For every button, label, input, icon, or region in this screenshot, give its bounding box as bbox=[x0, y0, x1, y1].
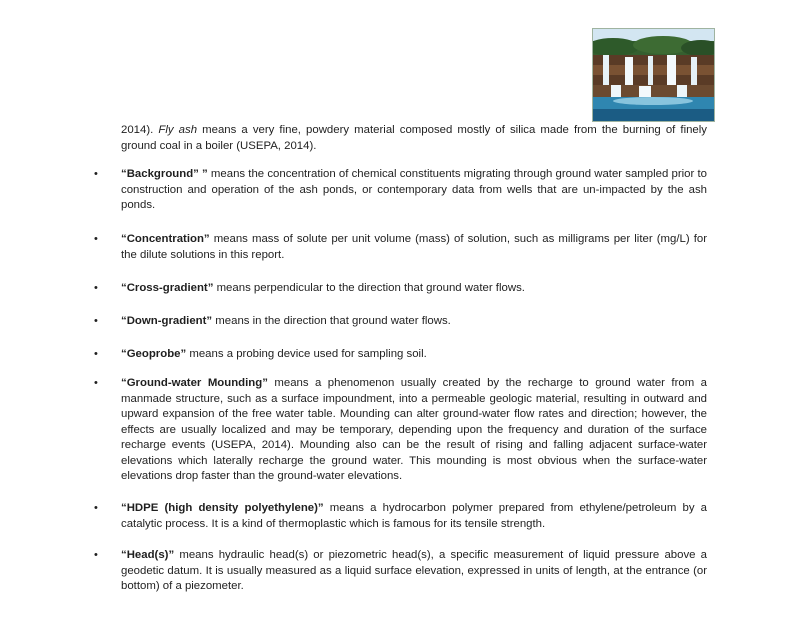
bullet-icon: • bbox=[94, 233, 98, 245]
bullet-icon: • bbox=[94, 168, 98, 180]
definition-term: “HDPE (high density polyethylene)” bbox=[121, 502, 324, 514]
definition-term: “Ground-water Mounding” bbox=[121, 377, 268, 389]
definition-term: “Down-gradient” bbox=[121, 315, 213, 327]
continued-lead: 2014). bbox=[121, 124, 154, 136]
continued-rest: means a very fine, powdery material composed mostly of silica made from the burning of finely ground coal in a boiler (USEPA, 2014). bbox=[121, 124, 707, 152]
definition-heads bbox=[94, 548, 707, 595]
definition-background bbox=[94, 167, 707, 214]
definition-text: means hydraulic head(s) or piezometric head(s), a specific measurement of liquid pressure above a geodetic datum. It is usually measured as a liquid surface elevation, expressed in units of length, at the entrance (or bottom) of a piezometer. bbox=[121, 549, 707, 592]
definition-text: means perpendicular to the direction that ground water flows. bbox=[213, 282, 525, 294]
definition-text: means the concentration of chemical constituents migrating through ground water sampled prior to construction and operation of the ash ponds, or contemporary data from wells that are un-impacted by the ash ponds. bbox=[121, 168, 707, 211]
waterfall-photo bbox=[592, 28, 715, 122]
definition-term: “Head(s)” bbox=[121, 549, 175, 561]
definition-text: means a phenomenon usually created by the recharge to ground water from a manmade structure, such as a surface impoundment, into a permeable geologic material, resulting in outward and upward expansion of the free water table. Mounding can alter ground-water flow rates and direction; however, the effects are usually localized and may be temporary, depending upon the frequency and duration of the surface recharge events (USEPA, 2014). Mounding also can be the result of rising and falling adjacent surface-water elevations which laterally recharge the ground water. This mounding is most obvious when the surface-water elevations drop faster than the ground-water elevations. bbox=[121, 377, 707, 482]
definition-term: “Background” ” bbox=[121, 168, 208, 180]
bullet-icon: • bbox=[94, 377, 98, 389]
bullet-icon: • bbox=[94, 348, 98, 360]
definition-text: means in the direction that ground water flows. bbox=[212, 315, 451, 327]
definition-hdpe bbox=[94, 501, 707, 532]
term-fly-ash: Fly ash bbox=[158, 124, 198, 136]
bullet-icon: • bbox=[94, 282, 98, 294]
definition-term: “Concentration” bbox=[121, 233, 210, 245]
bullet-icon: • bbox=[94, 315, 98, 327]
definition-concentration bbox=[94, 232, 707, 263]
definition-text: means a probing device used for sampling soil. bbox=[186, 348, 427, 360]
definition-down-gradient bbox=[94, 314, 707, 330]
definition-ground-water-mounding bbox=[94, 376, 707, 485]
definition-term: “Geoprobe” bbox=[121, 348, 187, 360]
continued-paragraph bbox=[121, 123, 707, 154]
definition-term: “Cross-gradient” bbox=[121, 282, 214, 294]
definition-text: means mass of solute per unit volume (mass) of solution, such as milligrams per liter (mg/L) for the dilute solutions in this report. bbox=[121, 233, 707, 261]
bullet-icon: • bbox=[94, 502, 98, 514]
bullet-icon: • bbox=[94, 549, 98, 561]
definition-cross-gradient bbox=[94, 281, 707, 297]
definition-text: means a hydrocarbon polymer prepared from ethylene/petroleum by a catalytic process. It is a kind of thermoplastic which is famous for its tensile strength. bbox=[121, 502, 707, 530]
waterfall-photo-art bbox=[593, 29, 714, 121]
definition-geoprobe bbox=[94, 347, 707, 363]
